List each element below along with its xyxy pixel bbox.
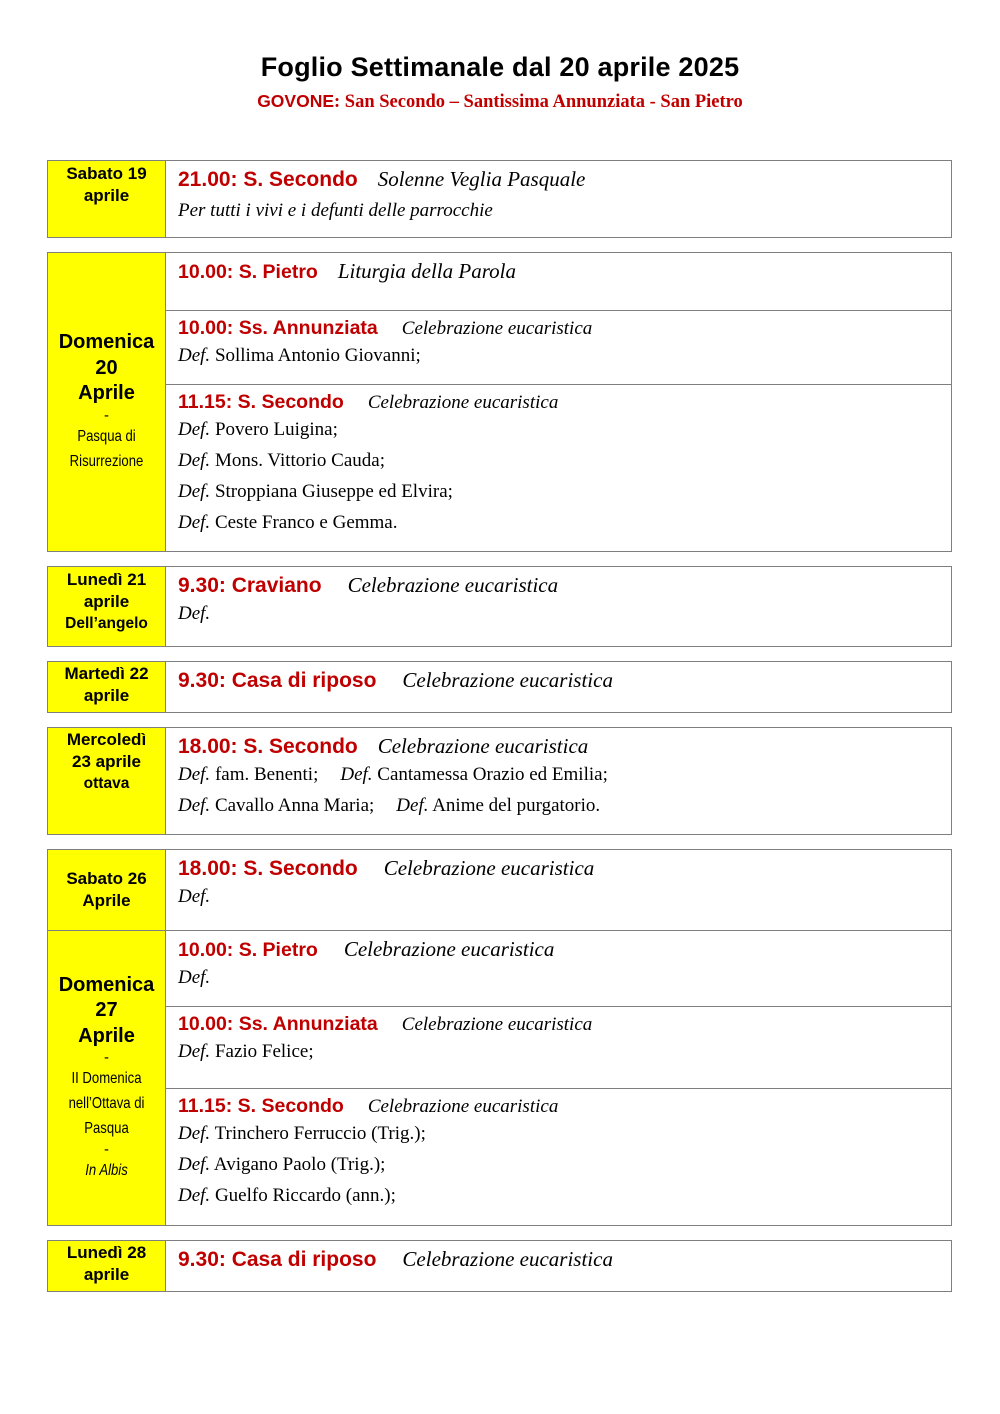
mass-description: Celebrazione eucaristica [402,1247,613,1271]
feast-label: Dell’angelo [65,615,148,632]
mass-entry [166,161,951,237]
day-cell [48,253,166,551]
day-cell [48,728,166,834]
intention-line: Def. Stroppiana Giuseppe ed Elvira; [178,481,453,502]
day-label: 23 aprile [72,752,141,771]
mass-entry [166,662,951,712]
mass-description: Celebrazione eucaristica [401,1014,593,1035]
day-label: 27 [95,999,118,1022]
mass-time: 21.00: S. Secondo [178,168,358,191]
mass-entry [166,310,951,384]
mass-description: Celebrazione eucaristica [401,318,593,339]
day-label: Sabato 26 [66,869,147,888]
mass-time: 10.00: S. Pietro [178,261,318,283]
mass-entry [166,850,951,930]
mass-entry [166,253,951,310]
day-cell [48,931,166,1225]
day-label: Mercoledì [66,730,147,749]
mass-description: Liturgia della Parola [337,259,516,283]
intention-line: Def. Cavallo Anna Maria; Def. Anime del purgatorio. [178,795,601,816]
mass-intention: Per tutti i vivi e i defunti delle parrocchie [178,200,493,221]
intention-line: Def. [178,886,211,907]
day-content [166,662,951,712]
mass-time: 18.00: S. Secondo [178,735,358,758]
day-cell [48,161,166,237]
mass-entry [166,1006,951,1088]
mass-time: 10.00: Ss. Annunziata [178,317,378,339]
page-title: Foglio Settimanale dal 20 aprile 2025 [260,52,740,82]
intention-line: Def. Guelfo Riccardo (ann.); [178,1185,396,1206]
day-label: aprile [83,686,130,705]
mass-entry [166,931,951,1006]
day-cell [48,662,166,712]
day-separator: - [104,1049,109,1067]
day-block-martedi-22 [47,661,952,713]
parish-places: : San Secondo – Santissima Annunziata - San Pietro [334,92,743,112]
day-label: Domenica [58,331,155,354]
mass-time: 11.15: S. Secondo [178,391,344,413]
day-row-sabato-26 [48,850,951,930]
day-label: Martedì 22 [64,664,149,683]
mass-description: Celebrazione eucaristica [377,734,589,758]
intention-line: Def. fam. Benenti; Def. Cantamessa Orazio ed Emilia; [178,764,608,785]
day-label: Domenica [58,973,155,996]
day-block-sabato-19 [47,160,952,238]
intention-line: Def. Fazio Felice; [178,1041,314,1062]
intention-line: Def. [178,967,211,988]
day-cell [48,567,166,646]
intention-line: Def. Mons. Vittorio Cauda; [178,450,385,471]
mass-description: Celebrazione eucaristica [367,392,559,413]
day-label: Aprile [82,891,131,910]
day-block-mercoledi-23 [47,727,952,835]
day-content [166,850,951,930]
day-separator: - [104,1141,109,1159]
mass-time: 9.30: Craviano [178,574,322,597]
mass-description: Celebrazione eucaristica [367,1096,559,1117]
feast-label: Pasqua [84,1120,129,1138]
feast-label: nell’Ottava di [68,1095,145,1113]
mass-entry [166,384,951,551]
day-block-lunedi-21 [47,566,952,647]
parish-name: GOVONE [257,91,335,111]
mass-time: 18.00: S. Secondo [178,857,358,880]
day-label: Sabato 19 [66,164,147,183]
mass-description: Celebrazione eucaristica [343,937,555,961]
intention-line: Def. Avigano Paolo (Trig.); [178,1154,386,1175]
day-content [166,931,951,1225]
day-label: 20 [95,356,118,379]
intention-line: Def. Sollima Antonio Giovanni; [178,345,421,366]
day-label: aprile [83,592,130,611]
page-header [0,52,1000,113]
day-separator: - [104,406,109,424]
intention-line: Def. [178,603,211,624]
mass-entry [166,1088,951,1225]
mass-description: Solenne Veglia Pasquale [377,167,586,191]
day-label: Lunedì 28 [66,1243,147,1262]
feast-label: In Albis [85,1162,128,1180]
mass-description: Celebrazione eucaristica [383,856,595,880]
mass-description: Celebrazione eucaristica [402,668,613,692]
day-block-domenica-20 [47,252,952,552]
day-cell [48,850,166,930]
feast-label: II Domenica [71,1070,142,1088]
day-label: aprile [83,186,130,205]
day-content [166,1241,951,1291]
parish-subtitle [0,91,1000,113]
mass-time: 9.30: Casa di riposo [178,669,377,692]
mass-entry [166,1241,951,1291]
day-label: Lunedì 21 [66,570,147,589]
day-row-domenica-27 [48,930,951,1225]
mass-time: 10.00: Ss. Annunziata [178,1013,378,1035]
day-block-lunedi-28 [47,1240,952,1292]
day-content [166,253,951,551]
intention-line: Def. Povero Luigina; [178,419,338,440]
intention-line: Def. Trinchero Ferruccio (Trig.); [178,1123,426,1144]
schedule [47,160,952,1306]
day-content [166,567,951,646]
mass-description: Celebrazione eucaristica [347,573,559,597]
intention-line: Def. Ceste Franco e Gemma. [178,512,398,533]
mass-entry [166,567,951,646]
day-content [166,161,951,237]
day-cell [48,1241,166,1291]
feast-label: Risurrezione [69,452,144,470]
mass-entry [166,728,951,834]
day-label: aprile [83,1265,130,1284]
mass-time: 11.15: S. Secondo [178,1095,344,1117]
feast-label: ottava [83,775,130,792]
feast-label: Pasqua di [77,427,136,445]
mass-time: 9.30: Casa di riposo [178,1248,377,1271]
day-label: Aprile [78,1024,135,1047]
day-block-sabato-26-domenica-27 [47,849,952,1226]
day-label: Aprile [78,382,135,405]
mass-time: 10.00: S. Pietro [178,939,318,961]
day-content [166,728,951,834]
